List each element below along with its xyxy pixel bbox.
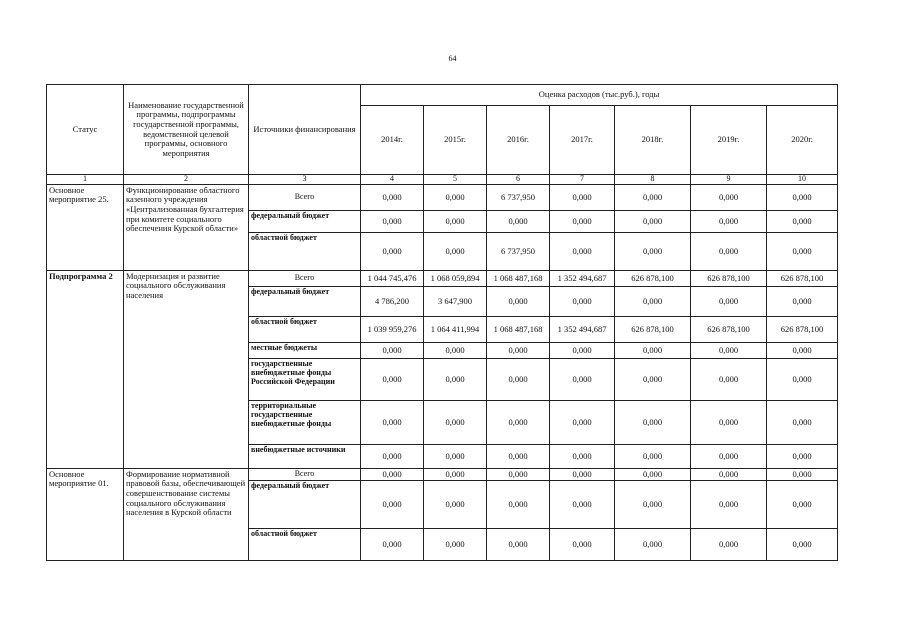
- value-cell: 0,000: [691, 210, 767, 232]
- header-year: 2019г.: [691, 106, 767, 175]
- value-cell: 0,000: [487, 444, 550, 468]
- column-number: 4: [361, 175, 424, 185]
- value-cell: 0,000: [550, 444, 615, 468]
- value-cell: 0,000: [615, 481, 691, 529]
- value-cell: 0,000: [424, 400, 487, 444]
- value-cell: 626 878,100: [767, 316, 838, 342]
- value-cell: 0,000: [691, 444, 767, 468]
- value-cell: 0,000: [767, 210, 838, 232]
- value-cell: 0,000: [691, 342, 767, 358]
- funding-source-cell: территориальные государственные внебюджетные фонды: [249, 400, 361, 444]
- header-year: 2014г.: [361, 106, 424, 175]
- funding-source-cell: Всего: [249, 184, 361, 210]
- value-cell: 1 044 745,476: [361, 270, 424, 286]
- value-cell: 1 039 959,276: [361, 316, 424, 342]
- header-sources: Источники финансирования: [249, 85, 361, 175]
- funding-source-cell: федеральный бюджет: [249, 210, 361, 232]
- status-cell: Основное мероприятие 01.: [47, 468, 124, 561]
- value-cell: 0,000: [487, 358, 550, 400]
- value-cell: 0,000: [487, 210, 550, 232]
- value-cell: 0,000: [767, 400, 838, 444]
- value-cell: 626 878,100: [691, 316, 767, 342]
- value-cell: 0,000: [767, 481, 838, 529]
- value-cell: 0,000: [767, 184, 838, 210]
- page-number: 64: [448, 54, 457, 63]
- value-cell: 0,000: [424, 444, 487, 468]
- value-cell: 1 352 494,687: [550, 316, 615, 342]
- status-cell: Подпрограмма 2: [47, 270, 124, 468]
- value-cell: 0,000: [615, 210, 691, 232]
- funding-source-cell: областной бюджет: [249, 529, 361, 561]
- value-cell: 0,000: [767, 529, 838, 561]
- program-name-cell: Модернизация и развитие социального обслуживания населения: [124, 270, 249, 468]
- value-cell: 0,000: [691, 358, 767, 400]
- value-cell: 0,000: [487, 468, 550, 481]
- value-cell: 6 737,950: [487, 184, 550, 210]
- value-cell: 6 737,950: [487, 232, 550, 270]
- value-cell: 0,000: [487, 481, 550, 529]
- value-cell: 0,000: [361, 481, 424, 529]
- funding-source-cell: федеральный бюджет: [249, 481, 361, 529]
- value-cell: 0,000: [615, 232, 691, 270]
- value-cell: 0,000: [550, 232, 615, 270]
- value-cell: 0,000: [424, 358, 487, 400]
- value-cell: 626 878,100: [615, 270, 691, 286]
- value-cell: 0,000: [550, 529, 615, 561]
- value-cell: 0,000: [691, 184, 767, 210]
- budget-table: [46, 84, 838, 561]
- value-cell: 0,000: [487, 342, 550, 358]
- funding-source-cell: Всего: [249, 468, 361, 481]
- value-cell: 0,000: [691, 468, 767, 481]
- value-cell: 4 786,200: [361, 286, 424, 316]
- header-year: 2015г.: [424, 106, 487, 175]
- value-cell: 0,000: [361, 232, 424, 270]
- value-cell: 0,000: [691, 286, 767, 316]
- funding-source-cell: местные бюджеты: [249, 342, 361, 358]
- value-cell: 0,000: [550, 184, 615, 210]
- value-cell: 0,000: [424, 342, 487, 358]
- value-cell: 0,000: [767, 444, 838, 468]
- value-cell: 0,000: [361, 468, 424, 481]
- status-cell: Основное мероприятие 25.: [47, 184, 124, 270]
- table-row: [47, 270, 838, 286]
- program-name-cell: Формирование нормативной правовой базы, обеспечивающей совершенствование системы социального обслуживания населения в Курской области: [124, 468, 249, 561]
- value-cell: 3 647,900: [424, 286, 487, 316]
- value-cell: 0,000: [615, 444, 691, 468]
- header-name: Наименование государственной программы, подпрограммы государственной программы, ведомственной целевой программы, основного мероприятия: [124, 85, 249, 175]
- column-number: 2: [124, 175, 249, 185]
- value-cell: 0,000: [424, 210, 487, 232]
- value-cell: 0,000: [550, 210, 615, 232]
- funding-source-cell: областной бюджет: [249, 316, 361, 342]
- funding-source-cell: федеральный бюджет: [249, 286, 361, 316]
- header-year: 2018г.: [615, 106, 691, 175]
- value-cell: 0,000: [487, 400, 550, 444]
- funding-source-cell: областной бюджет: [249, 232, 361, 270]
- value-cell: 0,000: [424, 232, 487, 270]
- program-name-cell: Функционирование областного казенного учреждения «Централизованная бухгалтерия при комитете социального обеспечения Курской области»: [124, 184, 249, 270]
- column-number: 10: [767, 175, 838, 185]
- value-cell: 1 068 487,168: [487, 316, 550, 342]
- header-status: Статус: [47, 85, 124, 175]
- value-cell: 0,000: [691, 400, 767, 444]
- header-year: 2016г.: [487, 106, 550, 175]
- value-cell: 0,000: [767, 468, 838, 481]
- value-cell: 626 878,100: [767, 270, 838, 286]
- header-year: 2017г.: [550, 106, 615, 175]
- value-cell: 0,000: [691, 529, 767, 561]
- value-cell: 0,000: [550, 400, 615, 444]
- value-cell: 0,000: [550, 481, 615, 529]
- value-cell: 0,000: [424, 529, 487, 561]
- value-cell: 0,000: [361, 358, 424, 400]
- value-cell: 1 068 059,894: [424, 270, 487, 286]
- value-cell: 1 068 487,168: [487, 270, 550, 286]
- value-cell: 0,000: [767, 232, 838, 270]
- column-number: 7: [550, 175, 615, 185]
- column-number: 3: [249, 175, 361, 185]
- value-cell: 0,000: [361, 210, 424, 232]
- column-number: 8: [615, 175, 691, 185]
- value-cell: 1 352 494,687: [550, 270, 615, 286]
- column-number: 1: [47, 175, 124, 185]
- value-cell: 0,000: [615, 184, 691, 210]
- value-cell: 0,000: [550, 468, 615, 481]
- value-cell: 0,000: [550, 342, 615, 358]
- value-cell: 0,000: [615, 400, 691, 444]
- value-cell: 0,000: [615, 286, 691, 316]
- value-cell: 0,000: [487, 286, 550, 316]
- value-cell: 0,000: [550, 358, 615, 400]
- value-cell: 0,000: [615, 468, 691, 481]
- column-number-row: [47, 175, 838, 185]
- header-estimate: Оценка расходов (тыс.руб.), годы: [361, 85, 838, 106]
- value-cell: 0,000: [767, 358, 838, 400]
- value-cell: 0,000: [615, 358, 691, 400]
- value-cell: 0,000: [550, 286, 615, 316]
- value-cell: 0,000: [691, 481, 767, 529]
- value-cell: 626 878,100: [615, 316, 691, 342]
- value-cell: 0,000: [767, 342, 838, 358]
- header-row: [47, 85, 838, 106]
- funding-source-cell: Всего: [249, 270, 361, 286]
- value-cell: 0,000: [424, 184, 487, 210]
- table-row: [47, 184, 838, 210]
- value-cell: 626 878,100: [691, 270, 767, 286]
- value-cell: 0,000: [767, 286, 838, 316]
- value-cell: 0,000: [424, 468, 487, 481]
- value-cell: 0,000: [361, 444, 424, 468]
- funding-source-cell: внебюджетные источники: [249, 444, 361, 468]
- value-cell: 0,000: [361, 400, 424, 444]
- column-number: 5: [424, 175, 487, 185]
- funding-source-cell: государственные внебюджетные фонды Российской Федерации: [249, 358, 361, 400]
- value-cell: 0,000: [361, 529, 424, 561]
- column-number: 9: [691, 175, 767, 185]
- column-number: 6: [487, 175, 550, 185]
- value-cell: 0,000: [424, 481, 487, 529]
- value-cell: 0,000: [487, 529, 550, 561]
- value-cell: 1 064 411,994: [424, 316, 487, 342]
- value-cell: 0,000: [615, 342, 691, 358]
- value-cell: 0,000: [691, 232, 767, 270]
- value-cell: 0,000: [361, 184, 424, 210]
- value-cell: 0,000: [615, 529, 691, 561]
- header-year: 2020г.: [767, 106, 838, 175]
- value-cell: 0,000: [361, 342, 424, 358]
- table-row: [47, 468, 838, 481]
